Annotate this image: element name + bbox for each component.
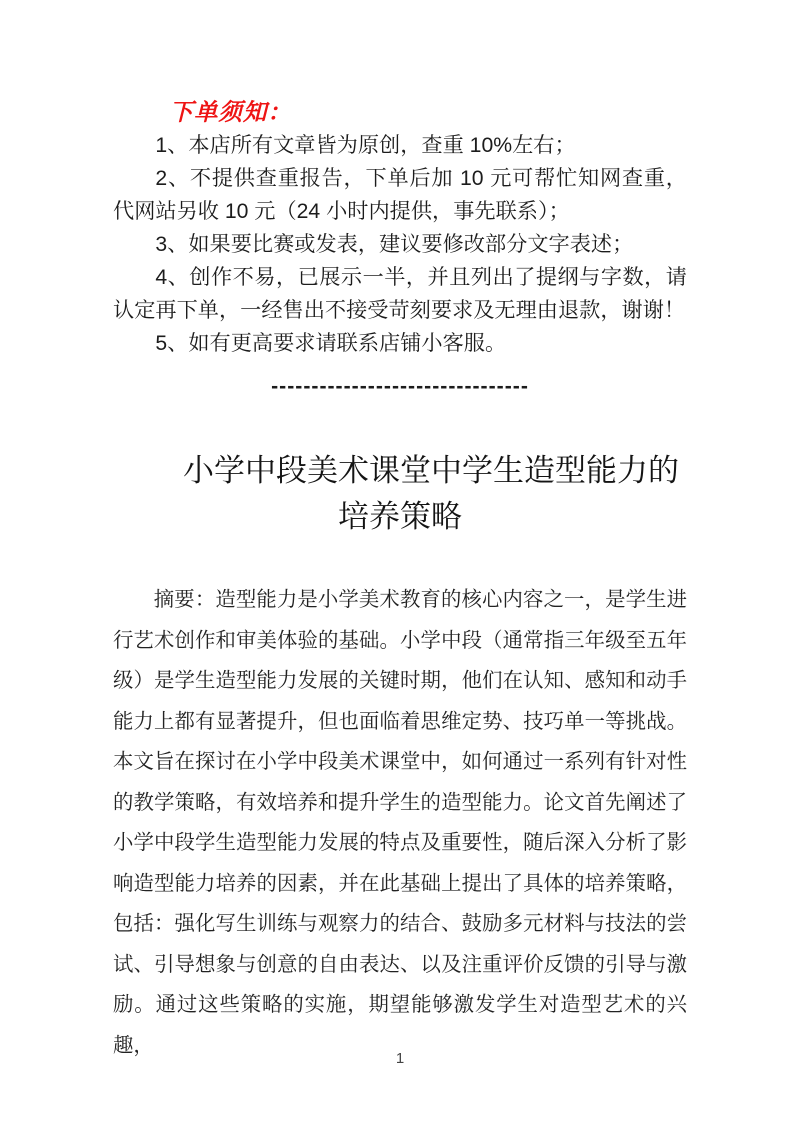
notice-item-2: 2、不提供查重报告，下单后加 10 元可帮忙知网查重，代网站另收 10 元（24 小时内提供，事先联系）； bbox=[113, 167, 687, 223]
notice-item-1: 1、本店所有文章皆为原创，查重 10%左右； bbox=[155, 134, 576, 157]
notice-heading: 下单须知： bbox=[169, 99, 292, 125]
notice-item-5: 5、如有更高要求请联系店铺小客服。 bbox=[155, 332, 507, 355]
essay-title: 小学中段美术课堂中学生造型能力的培养策略 bbox=[183, 453, 679, 534]
dashed-divider: -------------------------------- bbox=[271, 375, 529, 398]
notice-item-3: 3、如果要比赛或发表，建议要修改部分文字表述； bbox=[155, 233, 634, 256]
abstract-paragraph: 摘要：造型能力是小学美术教育的核心内容之一，是学生进行艺术创作和审美体验的基础。小学中段（通常指三年级至五年级）是学生造型能力发展的关键时期，他们在认知、感知和动手能力上都有显著提升，但也面临着思维定势、技巧单一等挑战。本文旨在探讨在小学中段美术课堂中，如何通过一系列有针对性的教学策略，有效培养和提升学生的造型能力。论文首先阐述了小学中段学生造型能力发展的特点及重要性，随后深入分析了影响造型能力培养的因素，并在此基础上提出了具体的培养策略，包括：强化写生训练与观察力的结合、鼓励多元材料与技法的尝试、引导想象与创意的自由表达、以及注重评价反馈的引导与激励。通过这些策略的实施，期望能够激发学生对造型艺术的兴趣， bbox=[113, 589, 687, 1057]
page-number: 1 bbox=[395, 1050, 405, 1067]
notice-item-4: 4、创作不易，已展示一半，并且列出了提纲与字数，请认定再下单，一经售出不接受苛刻要求及无理由退款，谢谢！ bbox=[113, 266, 687, 322]
